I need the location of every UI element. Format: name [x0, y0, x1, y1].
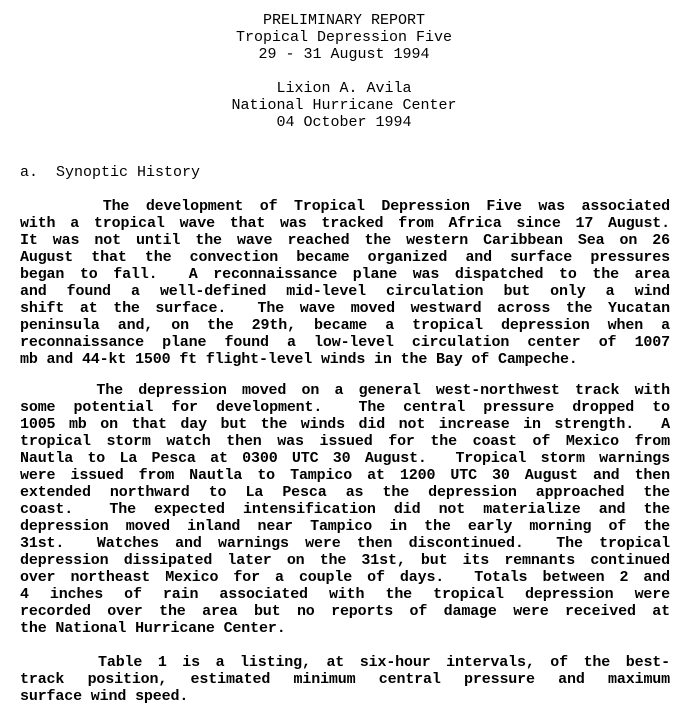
- text-line: and found a well-defined mid-level circulation but only a wind: [20, 283, 670, 300]
- text-line: 1005 mb on that day but the winds did not increase in strength. A: [20, 416, 670, 433]
- organization: National Hurricane Center: [231, 97, 457, 114]
- paragraph-2: [20, 382, 670, 637]
- section-title: a. Synoptic History: [20, 164, 201, 181]
- text-line: 31st. Watches and warnings were then discontinued. The tropical: [20, 535, 670, 552]
- text-line: 4 inches of rain associated with the tropical depression were: [20, 586, 670, 603]
- text-line: depression dissipated later on the 31st, but its remnants continued: [20, 552, 670, 569]
- report-type: PRELIMINARY REPORT: [262, 12, 426, 29]
- text-line: over northeast Mexico for a couple of days. Totals between 2 and: [20, 569, 670, 586]
- text-line: Nautla to La Pesca at 0300 UTC 30 August. Tropical storm warnings: [20, 450, 670, 467]
- text-line: Table 1 is a listing, at six-hour intervals, of the best-: [20, 654, 670, 671]
- text-line: tropical storm watch then was issued for the coast of Mexico from: [20, 433, 670, 450]
- storm-name: Tropical Depression Five: [235, 29, 453, 46]
- paragraph-3: [20, 654, 670, 705]
- text-line: mb and 44-kt 1500 ft flight-level winds in the Bay of Campeche.: [20, 351, 578, 368]
- text-line: the National Hurricane Center.: [20, 620, 286, 637]
- text-line: shift at the surface. The wave moved westward across the Yucatan: [20, 300, 670, 317]
- text-line: depression moved inland near Tampico in the early morning of the: [20, 518, 670, 535]
- report-date: 04 October 1994: [276, 114, 412, 131]
- text-line: some potential for development. The central pressure dropped to: [20, 399, 670, 416]
- text-line: The development of Tropical Depression Five was associated: [20, 198, 670, 215]
- author-name: Lixion A. Avila: [276, 80, 412, 97]
- storm-dates: 29 - 31 August 1994: [258, 46, 430, 63]
- text-line: It was not until the wave reached the western Caribbean Sea on 26: [20, 232, 670, 249]
- text-line: were issued from Nautla to Tampico at 1200 UTC 30 August and then: [20, 467, 670, 484]
- text-line: The depression moved on a general west-northwest track with: [20, 382, 670, 399]
- text-line: track position, estimated minimum central pressure and maximum: [20, 671, 670, 688]
- text-line: reconnaissance plane found a low-level circulation center of 1007: [20, 334, 670, 351]
- text-line: with a tropical wave that was tracked from Africa since 17 August.: [20, 215, 670, 232]
- text-line: August that the convection became organized and surface pressures: [20, 249, 670, 266]
- text-line: coast. The expected intensification did not materialize and the: [20, 501, 670, 518]
- text-line: surface wind speed.: [20, 688, 189, 705]
- paragraph-1: [20, 198, 670, 368]
- report-header: [0, 12, 680, 63]
- author-block: [0, 80, 680, 131]
- text-line: extended northward to La Pesca as the depression approached the: [20, 484, 670, 501]
- text-line: began to fall. A reconnaissance plane was dispatched to the area: [20, 266, 670, 283]
- text-line: recorded over the area but no reports of damage were received at: [20, 603, 670, 620]
- text-line: peninsula and, on the 29th, became a tropical depression when a: [20, 317, 670, 334]
